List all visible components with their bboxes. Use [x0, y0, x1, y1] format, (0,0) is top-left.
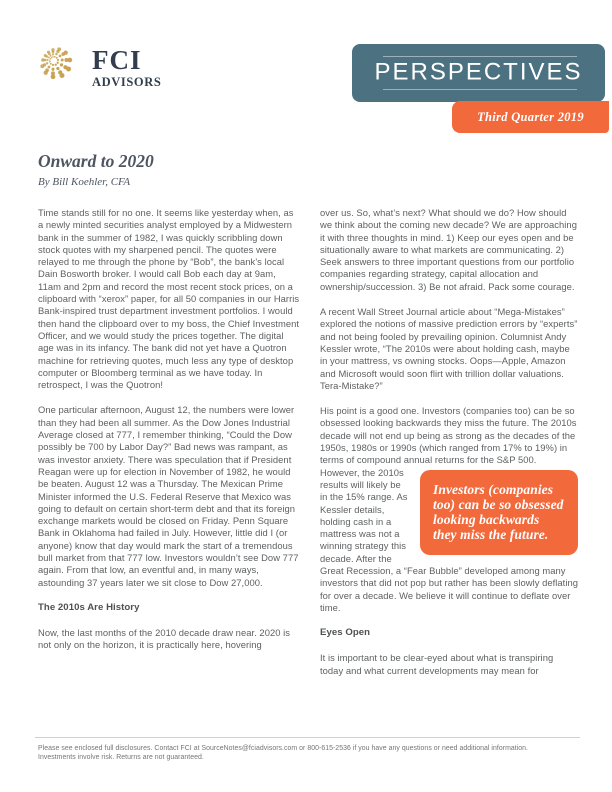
banner-rule-top: [383, 56, 577, 57]
brand-line2: ADVISORS: [92, 75, 162, 89]
banner-rule-bottom: [383, 89, 577, 90]
right-column: [320, 207, 578, 690]
brand-line1: FCI: [92, 45, 142, 75]
fci-logo: [38, 47, 161, 93]
section-heading: Eyes Open: [320, 627, 371, 639]
article-byline: By Bill Koehler, CFA: [38, 176, 131, 188]
left-column: [38, 207, 300, 690]
body-paragraph: Now, the last months of the 2010 decade draw near. 2020 is not only on the horizon, it is practically here, hovering: [38, 626, 291, 651]
title-block: [38, 151, 154, 188]
brand-name: [92, 47, 161, 89]
body-paragraph: Time stands still for no one. It seems like yesterday when, as a newly minted securities analyst employed by a Midwestern bank in the summer of 1982, I was quickly scribbling down stock quotes with my sharpened pencil. The quotes were relayed to me through the phone by “Bob”, the bank’s local Dain Bosworth broker. I would call Bob each day at 9am, 11am and 2pm and record the most recent stock prices, on a clipboard with “xerox” paper, for all 50 companies in our Harris Bank-inspired trust department investment portfolios. I would then hand the clipboard over to my boss, the Chief Investment Officer, and we would study the prices together. The digital age was in its infancy. The bank did not yet have a Quotron machine for retrieving quotes, much less any type of desktop computer or Bloomberg terminal as we have today. In retrospect, I was the Quotron!: [38, 207, 300, 391]
paragraph-text: His point is a good one. Investors (companies too) can be so obsessed looking backwards they miss the future. The 2010s decade will not end up being as strong as the decades of the 1950s, 1980s or 1990s (which ranged from 17% to 19%) in terms of compound annual returns for the: [320, 405, 577, 466]
article-title: Onward to 2020: [38, 151, 154, 171]
issue-label: Third Quarter 2019: [477, 109, 584, 124]
perspectives-banner: [352, 44, 605, 102]
body-paragraph: [320, 405, 578, 614]
body-paragraph: One particular afternoon, August 12, the numbers were lower than they had been all summer. As the Dow Jones Industrial Average closed at 777, I remember thinking, “Could the Dow possibly be 700 by Labor Day?” Bad news was rampant, as was investor anxiety. There was speculation that if President Reagan were up for election in November of 1982, he would be beaten. August 12 was a Thursday. The Mexican Prime Minister informed the U.S. Federal Reserve that Mexico was going to default on certain short-term debt and that its foreign exchange markets would be closed on Friday. Penn Square Bank in Oklahoma had failed in July. However, little did I (or anyone) know that day would mark the start of a tremendous bull market from that 777 low. Investors wouldn’t see Dow 777 again. From that low, an eventful and, in many ways, astounding 37 years later we sit close to Dow 27,000.: [38, 404, 299, 588]
disclaimer-line2: Investments involve risk. Returns are not guaranteed.: [38, 754, 204, 761]
paragraph-text: S&P 500. However, the 2010s results will likely be in the 15% range. As Kessler details, holding cash in a mattress was not a winning strategy this decade. After the Great Recession, a “Fear Bubble” developed among many investors that did not pop but rather has been slowly deflating for over a decade. We believe it will continue to deflate over time.: [320, 454, 578, 613]
issue-tag: [452, 101, 609, 133]
disclaimer-line1: Please see enclosed full disclosures. Contact FCI at SourceNotes@fciadvisors.com or 800-615-2536 if you have any questions or need additional information.: [38, 745, 529, 752]
article-body: [38, 207, 578, 690]
footer-divider: [35, 737, 580, 738]
section-heading: The 2010s Are History: [38, 601, 140, 613]
fci-globe-icon: [38, 47, 84, 93]
banner-title: PERSPECTIVES: [374, 58, 583, 86]
footer-disclaimer: [38, 744, 593, 762]
body-paragraph: over us. So, what’s next? What should we do? How should we think about the coming new decade? We are approaching it with three thoughts in mind. 1) Keep our eyes open and be situationally aware to what markets are communicating. 2) Seek answers to three important questions from our portfolio companies regarding strategy, capital allocation and ownership/succession. 3) Be not afraid. Pack some courage.: [320, 207, 577, 292]
pull-quote: Investors (companies too) can be so obsessed looking backwards they miss the future.: [420, 470, 578, 555]
body-paragraph: It is important to be clear-eyed about what is transpiring today and what current developments may mean for: [320, 652, 554, 676]
body-paragraph: A recent Wall Street Journal article about “Mega-Mistakes” explored the notions of massive prediction errors by “experts” and not being fooled by prevailing opinion. Columnist Andy Kessler wrote, “The 2010s were about holding cash, maybe in your mattress, vs owning stocks. Oops—Apple, Amazon and Microsoft would soon flirt with trillion dollar valuations. Tera-Mistake?”: [320, 306, 578, 391]
